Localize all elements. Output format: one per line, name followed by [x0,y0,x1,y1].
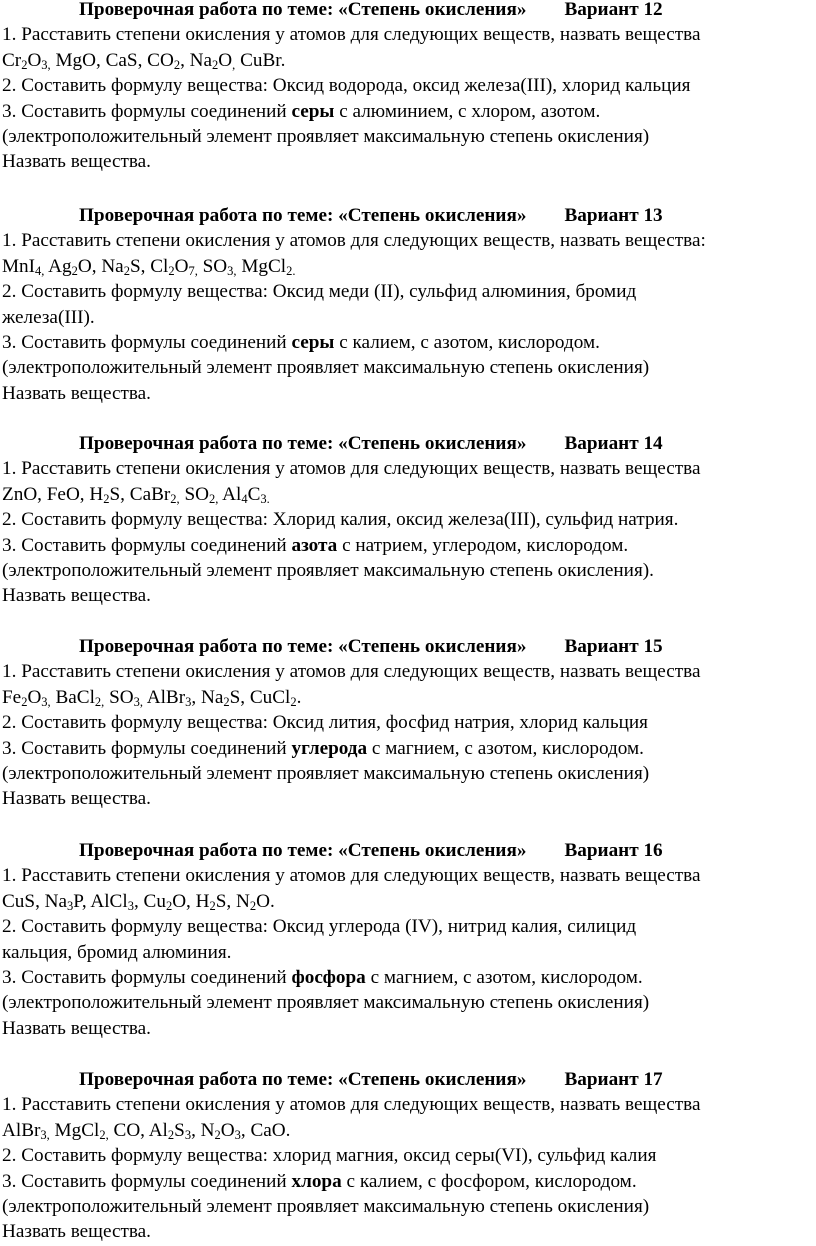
subscript: 2 [173,57,181,72]
formula-part: CuS, Na [2,890,68,912]
subscript: 2 [290,694,297,709]
task-3-prefix: 3. Составить формулы соединений [2,332,287,354]
formula-part: SO [179,483,209,505]
note-line: (электроположительный элемент проявляет максимальную степень окисления) [2,1196,650,1218]
task-2-line: 2. Составить формулу вещества: Оксид лития, фосфид натрия, хлорид кальция [2,712,648,734]
task-3-suffix: с алюминием, с хлором, азотом. [339,100,601,122]
task-3-prefix: 3. Составить формулы соединений [2,1170,287,1192]
task-2-line: 2. Составить формулу вещества: хлорид магния, оксид серы(VI), сульфид калия [2,1145,657,1167]
formula-part: AlBr [2,1119,41,1141]
subscript: 3, [227,263,237,278]
subscript: 2 [123,263,130,278]
variant-16-section [0,838,816,1041]
formula-list [0,48,816,73]
subscript: 4, [35,263,45,278]
formula-part: S, Cl [129,255,169,277]
task-3-line [0,99,816,124]
task-3-suffix: с натрием, углеродом, кислородом. [342,534,629,556]
formula-part: Cr [2,49,22,71]
closing-line: Назвать вещества. [2,788,151,810]
formula-part: Al [218,483,242,505]
task-1-line: 1. Расставить степени окисления у атомов для следующих веществ, назвать вещества [2,661,701,683]
variant-label: Вариант 17 [564,1069,663,1090]
task-3-line [0,1169,816,1194]
task-1-line: 1. Расставить степени окисления у атомов для следующих веществ, назвать вещества [2,24,701,46]
note-line: (электроположительный элемент проявляет максимальную степень окисления). [2,560,654,582]
variant-13-section [0,203,816,406]
formula-list [0,889,816,914]
subscript: , [232,57,236,72]
task-2-line: 2. Составить формулу вещества: Оксид меди (II), сульфид алюминия, бромид [2,281,637,303]
title-text: Проверочная работа по теме: «Степень окисления» [79,205,527,226]
formula-part: CaS, CO [105,49,174,71]
formula-part: , Cu [133,890,166,912]
formula-part: MgO, [55,49,101,71]
formula-part: BaCl [50,686,95,708]
subscript: 2 [103,491,110,506]
subscript: 3, [41,57,51,72]
formula-list [0,685,816,710]
task-3-element: углерода [291,737,368,759]
task-3-element: азота [291,534,338,556]
formula-part: O, Na [77,255,124,277]
formula-part: Ag [44,255,72,277]
formula-part: S [174,1119,185,1141]
formula-part: Fe [2,686,22,708]
variant-label: Вариант 13 [564,205,663,226]
subscript: 2 [209,898,216,913]
task-1-line: 1. Расставить степени окисления у атомов для следующих веществ, назвать вещества [2,1094,701,1116]
variant-title [0,634,816,659]
task-3-line [0,533,816,558]
formula-part: S, N [215,890,250,912]
note-line: (электроположительный элемент проявляет максимальную степень окисления) [2,357,650,379]
task-3-prefix: 3. Составить формулы соединений [2,967,287,989]
formula-part: CO, Al [108,1119,168,1141]
task-1-line: 1. Расставить степени окисления у атомов для следующих веществ, назвать вещества [2,865,701,887]
task-2-line: 2. Составить формулу вещества: Оксид водорода, оксид железа(III), хлорид кальция [2,75,691,97]
formula-part: , Na [191,686,224,708]
task-3-prefix: 3. Составить формулы соединений [2,737,287,759]
formula-part: O [174,255,189,277]
variant-12-section [0,0,816,175]
formula-part: . [296,686,302,708]
formula-list [0,1118,816,1143]
task-2-line-continued: кальция, бромид алюминия. [2,941,232,963]
subscript: 2 [165,898,173,913]
variant-17-section [0,1067,816,1245]
task-3-line [0,965,816,990]
formula-part: SO [104,686,134,708]
formula-part: ZnO, FeO, H [2,483,104,505]
subscript: 2 [214,1127,221,1142]
subscript: 2 [21,57,28,72]
note-line: (электроположительный элемент проявляет максимальную степень окисления) [2,992,650,1014]
subscript: 2 [21,694,28,709]
variant-title [0,431,816,456]
task-3-element: хлора [291,1170,342,1192]
task-3-suffix: с магнием, с азотом, кислородом. [371,737,644,759]
variant-title [0,838,816,863]
formula-part: P, AlCl [73,890,128,912]
subscript: 3 [184,1127,192,1142]
closing-line: Назвать вещества. [2,1017,151,1039]
subscript: 3 [127,898,134,913]
task-3-suffix: с магнием, с азотом, кислородом. [370,967,643,989]
formula-part: MnI [2,255,36,277]
note-line: (электроположительный элемент проявляет максимальную степень окисления) [2,126,650,148]
formula-part: , Na [180,49,213,71]
formula-part: SO [197,255,228,277]
formula-part: MgCl [49,1119,100,1141]
subscript: 2 [167,1127,175,1142]
subscript: 2 [71,263,78,278]
subscript: 3, [41,694,51,709]
formula-part: O [27,686,42,708]
task-3-element: серы [291,332,335,354]
formula-part: , N [191,1119,215,1141]
subscript: 2, [94,694,105,709]
subscript: 2. [286,263,296,278]
formula-list [0,482,816,507]
task-2-line-continued: железа(III). [2,306,95,328]
task-3-prefix: 3. Составить формулы соединений [2,534,287,556]
formula-part: O. [256,890,275,912]
variant-label: Вариант 14 [564,433,663,454]
formula-part: O [220,1119,235,1141]
subscript: 2, [99,1127,109,1142]
formula-part: O [218,49,233,71]
closing-line: Назвать вещества. [2,151,151,173]
formula-list [0,254,816,279]
closing-line: Назвать вещества. [2,1221,151,1243]
subscript: 3 [185,694,192,709]
subscript: 3, [133,694,143,709]
note-line: (электроположительный элемент проявляет максимальную степень окисления) [2,763,650,785]
title-text: Проверочная работа по теме: «Степень окисления» [79,0,527,20]
task-1-line: 1. Расставить степени окисления у атомов для следующих веществ, назвать вещества [2,458,701,480]
task-3-suffix: с калием, с фосфором, кислородом. [346,1170,637,1192]
title-text: Проверочная работа по теме: «Степень окисления» [79,1069,527,1090]
variant-label: Вариант 16 [564,840,663,861]
subscript: 3 [67,898,74,913]
subscript: 4 [241,491,248,506]
subscript: 2, [170,491,180,506]
formula-part: MgCl [236,255,287,277]
subscript: 3 [234,1127,241,1142]
variant-14-section [0,431,816,609]
formula-part: O [27,49,42,71]
formula-part: AlBr [143,686,186,708]
task-3-prefix: 3. Составить формулы соединений [2,100,287,122]
title-text: Проверочная работа по теме: «Степень окисления» [79,433,527,454]
variant-title [0,0,816,22]
formula-part: , CaO. [240,1119,291,1141]
variant-label: Вариант 12 [564,0,663,20]
variant-15-section [0,634,816,812]
task-3-suffix: с калием, с азотом, кислородом. [339,332,600,354]
variant-title [0,203,816,228]
variant-title [0,1067,816,1092]
task-2-line: 2. Составить формулу вещества: Хлорид калия, оксид железа(III), сульфид натрия. [2,509,679,531]
formula-part: O, H [172,890,210,912]
subscript: 7, [188,263,198,278]
formula-part: S, CuCl [229,686,291,708]
closing-line: Назвать вещества. [2,585,151,607]
title-text: Проверочная работа по теме: «Степень окисления» [79,840,527,861]
task-3-element: фосфора [291,967,366,989]
variant-label: Вариант 15 [564,636,663,657]
subscript: 3, [40,1127,50,1142]
subscript: 2 [249,898,257,913]
task-3-element: серы [291,100,335,122]
subscript: 2 [223,694,230,709]
subscript: 2 [168,263,175,278]
task-3-line [0,330,816,355]
formula-part: C [247,483,261,505]
closing-line: Назвать вещества. [2,382,151,404]
subscript: 3. [260,491,270,506]
task-2-line: 2. Составить формулу вещества: Оксид углерода (IV), нитрид калия, силицид [2,916,637,938]
subscript: 2 [212,57,219,72]
formula-part: S, CaBr [109,483,171,505]
formula-part: CuBr. [240,49,286,71]
subscript: 2, [209,491,219,506]
task-3-line [0,736,816,761]
title-text: Проверочная работа по теме: «Степень окисления» [79,636,527,657]
task-1-line: 1. Расставить степени окисления у атомов для следующих веществ, назвать вещества: [2,230,706,252]
